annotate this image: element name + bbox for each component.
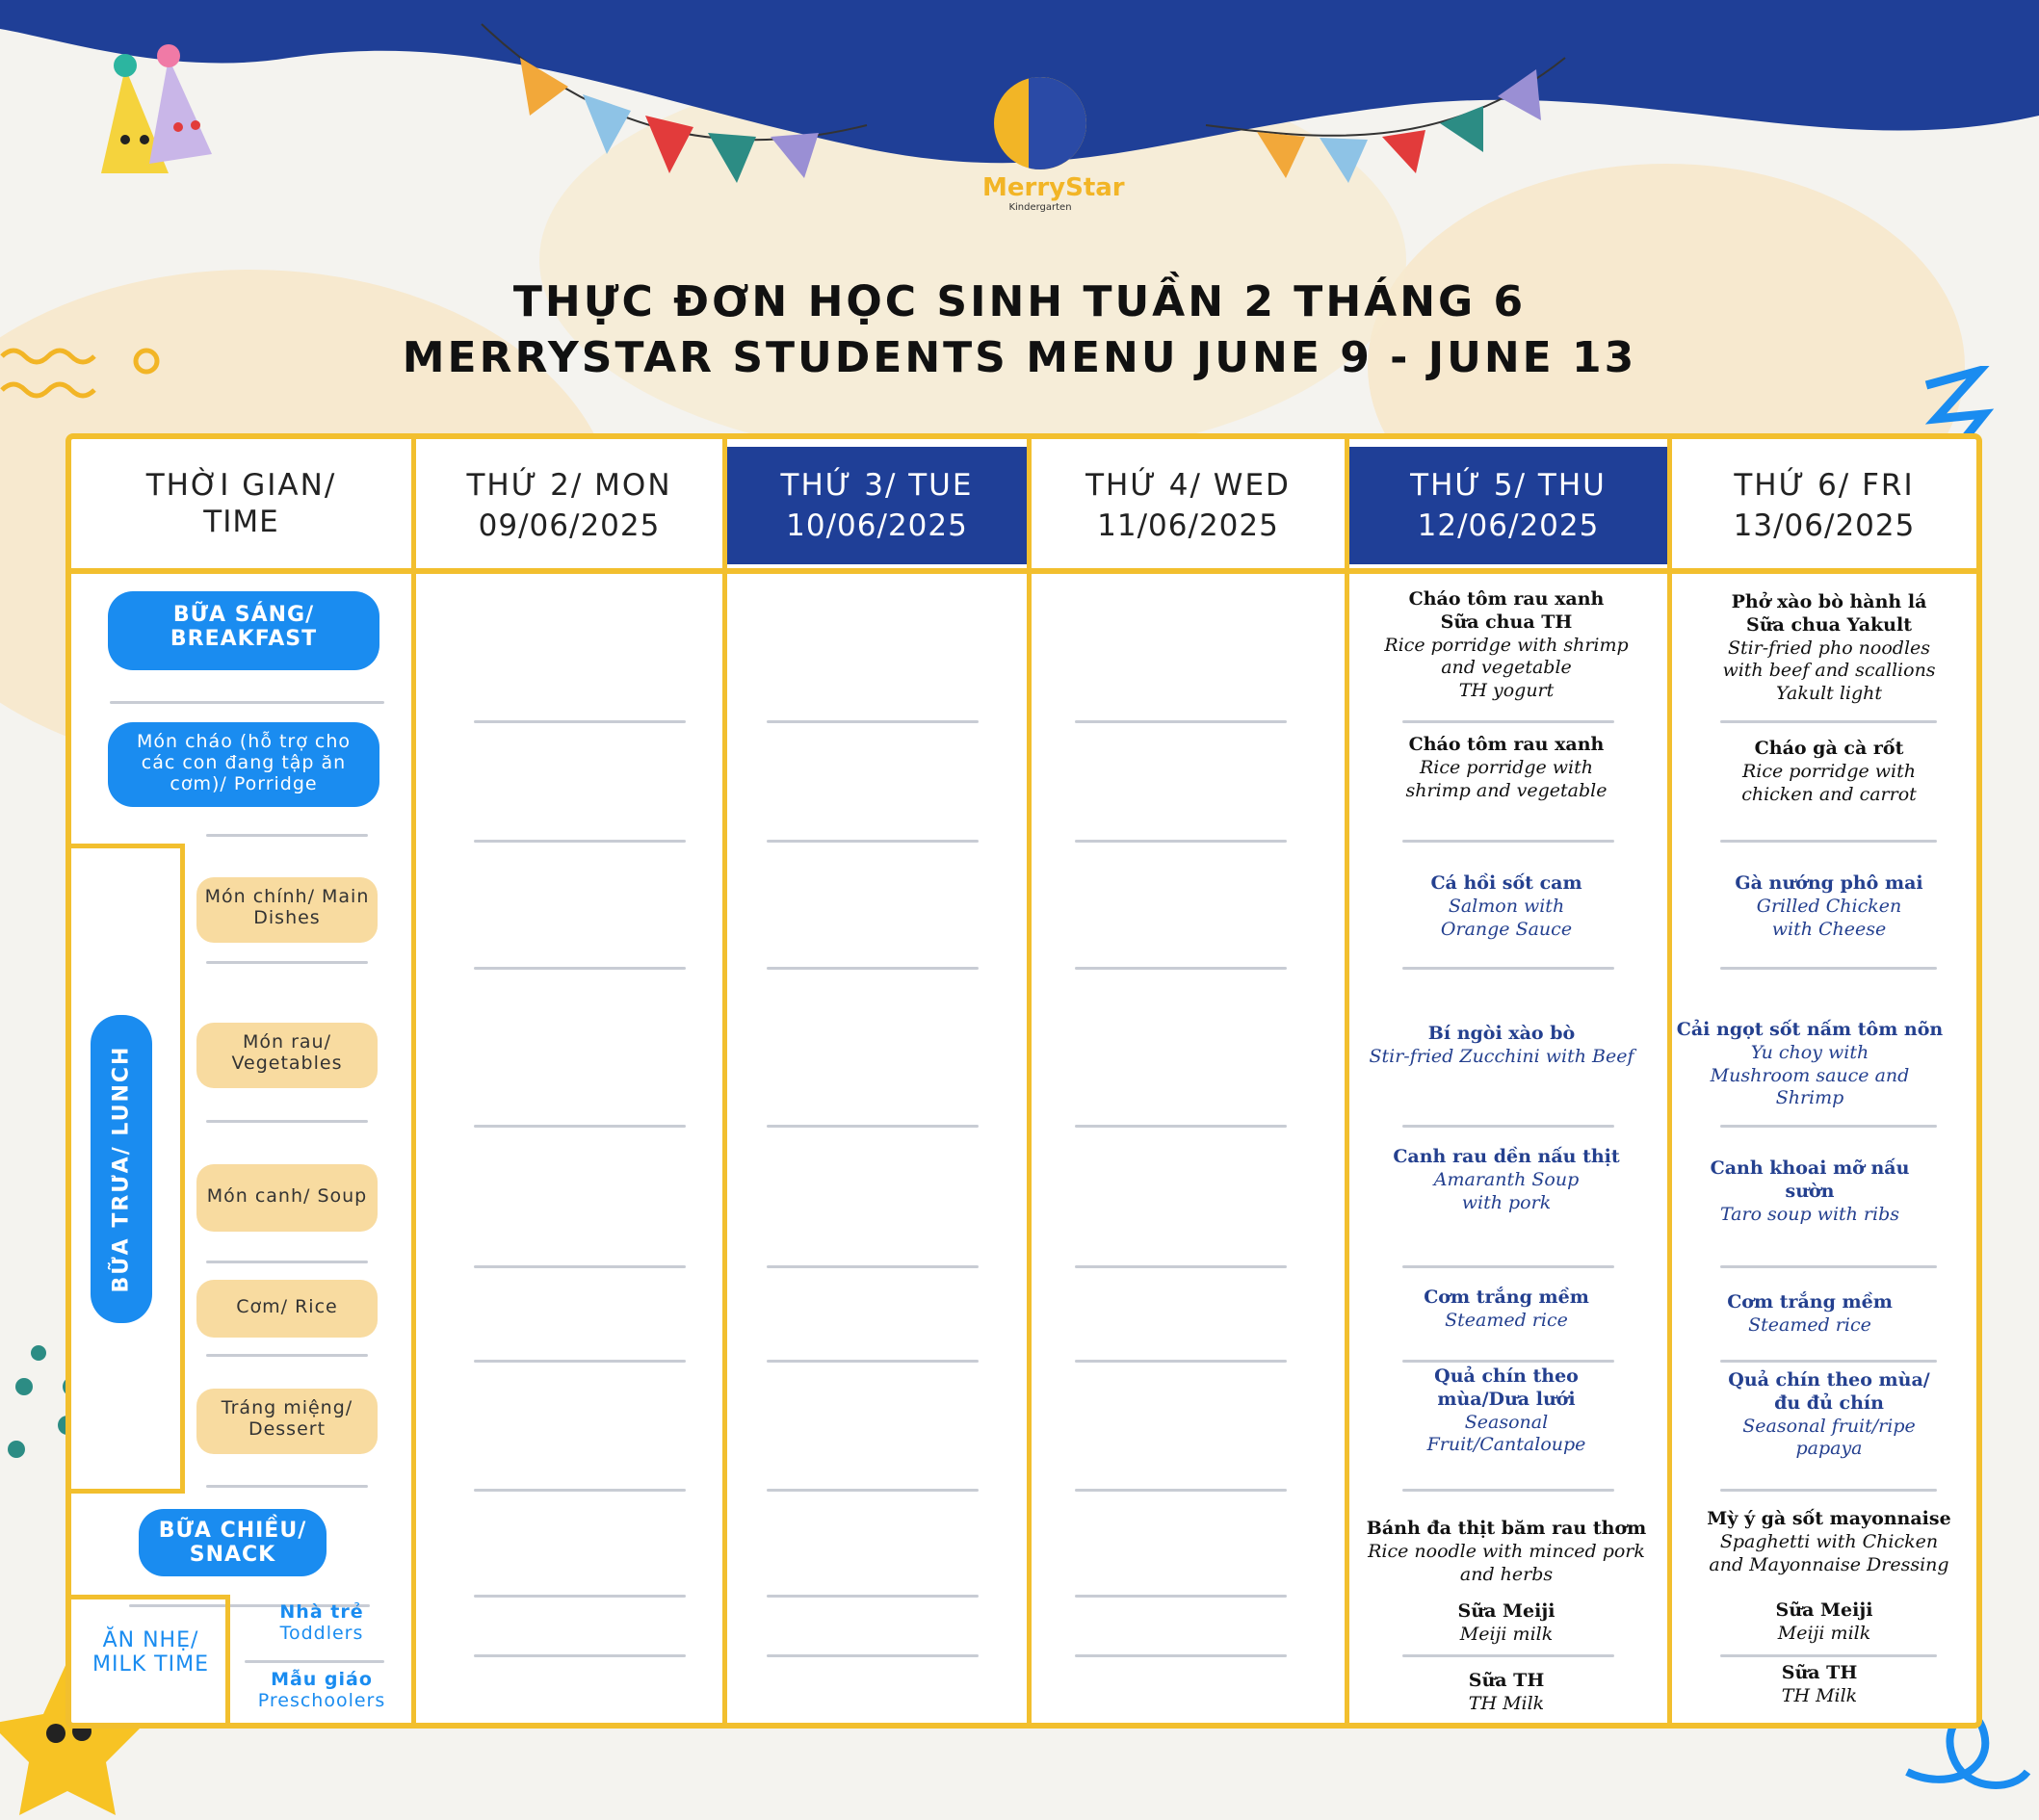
dish-en: Steamed rice — [1748, 1313, 1871, 1336]
row-separator — [1402, 1489, 1614, 1492]
thu-porridge — [1367, 734, 1646, 802]
dish-vn: Cháo gà cà rốt — [1754, 738, 1904, 759]
dish-en: Rice noodle with minced pork and herbs — [1368, 1540, 1645, 1585]
dish-en: Stir-fried pho noodles with beef and scallions — [1722, 637, 1936, 682]
dish-en: Spaghetti with Chicken and Mayonnaise Dressing — [1709, 1530, 1949, 1575]
dish-vn: Cháo tôm rau xanh — [1408, 588, 1605, 610]
row-separator — [1402, 1125, 1614, 1128]
dish-vn: Cháo tôm rau xanh — [1408, 734, 1605, 755]
column-divider — [722, 439, 727, 1723]
row-separator — [206, 961, 368, 964]
dish-en: Rice porridge with shrimp and vegetable — [1384, 634, 1629, 679]
dish-en: Rice porridge with shrimp and vegetable — [1405, 756, 1608, 801]
dish-vn: Sữa Meiji — [1457, 1600, 1555, 1622]
row-separator — [767, 1654, 979, 1657]
row-separator — [1720, 1125, 1937, 1128]
dish-en: TH yogurt — [1458, 680, 1555, 701]
dish-en: TH Milk — [1781, 1684, 1858, 1706]
row-separator — [1720, 1489, 1937, 1492]
day-date: 09/06/2025 — [478, 508, 661, 543]
dish-vn: Quả chín theo mùa/đu đủ chín — [1728, 1369, 1930, 1414]
header-wed — [1032, 447, 1345, 564]
row-label-porridge: Món cháo (hỗ trợ cho các con đang tập ăn cơm)/ Porridge — [108, 722, 379, 807]
fri-breakfast — [1689, 591, 1969, 706]
header-thu — [1349, 447, 1667, 564]
dish-vn: Sữa chua Yakult — [1746, 613, 1912, 636]
thu-rice — [1367, 1287, 1646, 1333]
column-divider — [1345, 439, 1349, 1723]
dish-en: Amaranth Soup with pork — [1433, 1168, 1580, 1213]
row-separator — [767, 1360, 979, 1363]
dish-vn: Cơm trắng mềm — [1727, 1291, 1893, 1313]
row-label-toddlers — [245, 1602, 399, 1645]
dish-vn: Phở xào bò hành lá — [1731, 591, 1927, 612]
row-separator — [1402, 840, 1614, 843]
thu-breakfast — [1367, 588, 1646, 703]
lunch-label-text: BỮA TRƯA/ LUNCH — [109, 1045, 134, 1293]
dish-en: Meiji milk — [1459, 1623, 1554, 1645]
row-separator — [474, 1595, 686, 1598]
dish-vn: Cơm trắng mềm — [1424, 1287, 1589, 1308]
column-divider — [1027, 439, 1032, 1723]
dish-vn: Sữa TH — [1468, 1670, 1545, 1691]
row-separator — [206, 1485, 368, 1488]
row-label-vegetables: Món rau/ Vegetables — [196, 1023, 378, 1088]
row-separator — [1075, 1265, 1287, 1268]
row-separator — [474, 1265, 686, 1268]
row-separator — [1075, 720, 1287, 723]
fri-porridge — [1689, 738, 1969, 806]
row-label-soup: Món canh/ Soup — [196, 1164, 378, 1232]
toddlers-en: Toddlers — [279, 1622, 364, 1644]
thu-toddlers-milk — [1367, 1600, 1646, 1647]
header-mon — [416, 447, 722, 564]
row-label-lunch — [91, 1015, 152, 1323]
row-separator — [767, 1489, 979, 1492]
time-label-2: TIME — [203, 505, 279, 539]
dish-vn: Bánh đa thịt băm rau thơm — [1366, 1518, 1647, 1539]
row-separator — [1720, 1265, 1937, 1268]
dish-en: Yakult light — [1775, 683, 1883, 704]
fri-dessert — [1689, 1369, 1969, 1461]
row-separator — [1720, 967, 1937, 970]
dish-vn: Bí ngòi xào bò — [1427, 1023, 1576, 1044]
dish-vn: Quả chín theo mùa/Dưa lưới — [1434, 1365, 1579, 1410]
row-separator — [474, 1654, 686, 1657]
row-separator — [1075, 1360, 1287, 1363]
column-divider — [411, 439, 416, 1723]
dish-vn: Gà nướng phô mai — [1735, 872, 1923, 894]
row-separator — [474, 840, 686, 843]
row-label-milk-time: ĂN NHẸ/ MILK TIME — [92, 1628, 209, 1677]
dish-vn: Cá hồi sốt cam — [1430, 872, 1582, 894]
dish-vn: Sữa TH — [1781, 1662, 1858, 1683]
bunting-right — [1204, 48, 1570, 202]
row-separator — [1075, 1654, 1287, 1657]
row-separator — [767, 840, 979, 843]
day-date: 12/06/2025 — [1417, 508, 1600, 543]
row-separator — [206, 834, 368, 837]
logo — [982, 77, 1125, 213]
day-name: THỨ 6/ FRI — [1734, 468, 1915, 503]
row-separator — [206, 1120, 368, 1123]
time-label-1: THỜI GIAN/ — [145, 468, 337, 503]
row-label-snack: BỮA CHIỀU/ SNACK — [139, 1509, 327, 1576]
row-separator — [1402, 967, 1614, 970]
row-separator — [1075, 1595, 1287, 1598]
dish-vn: Sữa chua TH — [1440, 611, 1573, 633]
dish-vn: Canh rau dền nấu thịt — [1393, 1146, 1620, 1167]
row-separator — [1720, 840, 1937, 843]
fri-toddlers-milk — [1685, 1599, 1964, 1646]
row-separator — [767, 1265, 979, 1268]
page-title: THỰC ĐƠN HỌC SINH TUẦN 2 THÁNG 6 — [512, 277, 1527, 326]
row-label-rice: Cơm/ Rice — [196, 1280, 378, 1338]
dish-en: Rice porridge with chicken and carrot — [1741, 760, 1917, 805]
row-separator — [1720, 1654, 1937, 1657]
fri-snack — [1685, 1508, 1974, 1576]
day-name: THỨ 3/ TUE — [780, 468, 974, 503]
dish-en: Meiji milk — [1777, 1622, 1871, 1644]
thu-main — [1367, 872, 1646, 941]
preschool-vn: Mẫu giáo — [271, 1669, 373, 1690]
thu-vegetables — [1362, 1023, 1641, 1069]
day-date: 13/06/2025 — [1733, 508, 1916, 543]
fri-rice — [1670, 1291, 1949, 1338]
header-divider — [71, 568, 1976, 574]
row-separator — [474, 967, 686, 970]
row-separator — [767, 1125, 979, 1128]
row-separator — [767, 967, 979, 970]
row-separator — [1075, 1125, 1287, 1128]
header-tue — [727, 447, 1027, 564]
row-label-dessert: Tráng miệng/ Dessert — [196, 1389, 378, 1454]
fri-vegetables — [1670, 1019, 1949, 1110]
day-date: 11/06/2025 — [1097, 508, 1279, 543]
dish-en: Salmon with Orange Sauce — [1440, 895, 1573, 940]
dish-vn: Mỳ ý gà sốt mayonnaise — [1707, 1508, 1951, 1529]
dish-en: Taro soup with ribs — [1719, 1203, 1900, 1225]
dish-en: Grilled Chicken with Cheese — [1756, 895, 1902, 940]
party-hat-icon — [72, 39, 226, 183]
day-date: 10/06/2025 — [786, 508, 968, 543]
row-separator — [767, 720, 979, 723]
preschool-en: Preschoolers — [257, 1689, 386, 1711]
dish-en: Seasonal Fruit/Cantaloupe — [1426, 1411, 1586, 1456]
logo-sub: Kindergarten — [1008, 202, 1072, 213]
row-separator — [1720, 720, 1937, 723]
header-fri — [1672, 447, 1976, 564]
dish-vn: Canh khoai mỡ nấu sườn — [1710, 1157, 1910, 1202]
fri-main — [1689, 872, 1969, 941]
thu-preschool-milk — [1367, 1670, 1646, 1716]
row-separator — [206, 1354, 368, 1357]
row-separator — [474, 1125, 686, 1128]
dish-vn: Sữa Meiji — [1775, 1599, 1873, 1621]
logo-mark-icon — [994, 77, 1086, 169]
dish-en: Stir-fried Zucchini with Beef — [1369, 1045, 1634, 1067]
logo-name: MerryStar — [982, 173, 1125, 202]
row-separator — [245, 1660, 384, 1663]
row-label-preschoolers — [245, 1670, 399, 1712]
dish-en: TH Milk — [1468, 1692, 1545, 1714]
fri-soup — [1670, 1157, 1949, 1226]
page-subtitle: MERRYSTAR STUDENTS MENU JUNE 9 - JUNE 13 — [402, 333, 1637, 382]
row-separator — [474, 1489, 686, 1492]
thu-snack — [1357, 1518, 1656, 1586]
fri-preschool-milk — [1680, 1662, 1959, 1708]
row-separator — [110, 701, 384, 704]
row-separator — [1075, 1489, 1287, 1492]
header-time — [71, 447, 411, 564]
row-separator — [206, 1261, 368, 1263]
row-label-main: Món chính/ Main Dishes — [196, 877, 378, 943]
row-label-breakfast: BỮA SÁNG/ BREAKFAST — [108, 591, 379, 670]
row-separator — [1402, 1654, 1614, 1657]
row-separator — [1402, 1265, 1614, 1268]
row-separator — [1402, 1360, 1614, 1363]
row-separator — [1075, 840, 1287, 843]
row-separator — [767, 1595, 979, 1598]
day-name: THỨ 4/ WED — [1085, 468, 1291, 503]
dish-en: Seasonal fruit/ripe papaya — [1742, 1415, 1916, 1460]
dish-en: Yu choy with Mushroom sauce and Shrimp — [1710, 1041, 1910, 1109]
row-separator — [1402, 720, 1614, 723]
dish-vn: Cải ngọt sốt nấm tôm nõn — [1676, 1019, 1944, 1040]
day-name: THỨ 5/ THU — [1410, 468, 1607, 503]
row-separator — [474, 720, 686, 723]
row-separator — [474, 1360, 686, 1363]
menu-table — [65, 433, 1982, 1729]
dish-en: Steamed rice — [1445, 1309, 1568, 1331]
day-name: THỨ 2/ MON — [466, 468, 672, 503]
toddlers-vn: Nhà trẻ — [279, 1601, 364, 1623]
thu-dessert — [1367, 1365, 1646, 1457]
row-separator — [1075, 967, 1287, 970]
row-separator — [1720, 1360, 1937, 1363]
thu-soup — [1367, 1146, 1646, 1214]
bunting-left — [472, 19, 876, 212]
